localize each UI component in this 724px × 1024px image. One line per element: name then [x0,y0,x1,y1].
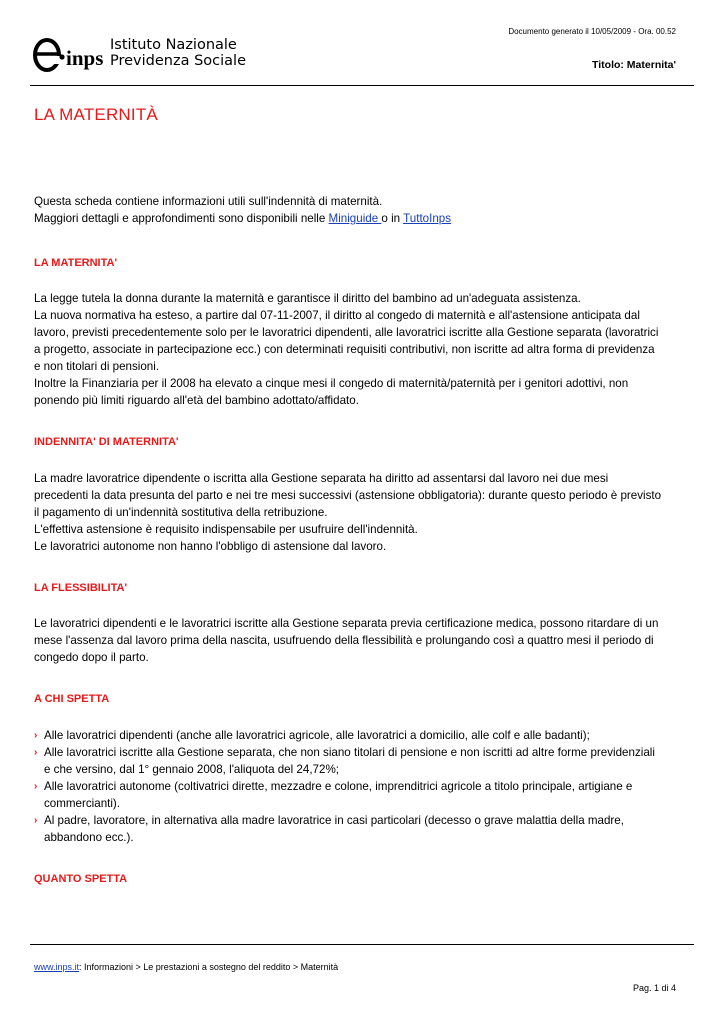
intro-line-1: Questa scheda contiene informazioni utili sull'indennità di maternità. [34,195,383,208]
page-number: Pag. 1 di 4 [632,983,676,993]
list-item: › Al padre, lavoratore, in alternativa alla madre lavoratrice in casi particolari (decesso o grave malattia della madre, abbandono ecc.). [34,814,624,844]
inps-logo [32,32,262,78]
page-title: LA MATERNITÀ [34,105,158,124]
bullet-chevron-icon: › [34,730,38,741]
list-item: › Alle lavoratrici dipendenti (anche alle lavoratrici agricole, alle lavoratrici a domicilio, alle colf e alle badanti); [34,729,590,742]
breadcrumb [34,962,338,972]
generation-timestamp: Documento generato il 10/05/2009 - Ora. 00.52 [508,27,676,36]
tuttoinps-link[interactable]: TuttoInps [403,212,452,225]
section-paragraph: Inoltre la Finanziaria per il 2008 ha elevato a cinque mesi il congedo di maternità/paternità per i genitori adottivi, non ponendo più limiti riguardo all'età del bambino adottato/affidato. [34,377,629,407]
document-body [34,193,664,888]
bullet-chevron-icon: › [34,815,38,826]
logo-line1: Istituto Nazionale [110,37,237,53]
list-item: › Alle lavoratrici autonome (coltivatrici dirette, mezzadre e colone, imprenditrici agricole a titolo principale, artigiane e commercianti). [34,780,633,810]
logo-line2: Previdenza Sociale [110,53,246,69]
list-item: › Alle lavoratrici iscritte alla Gestione separata, che non siano titolari di pensione e non iscritti ad altre forme previdenziali e che versino, dal 1° gennaio 2008, l'aliquota del 24,72%; [34,746,655,776]
section-paragraph: Le lavoratrici dipendenti e le lavoratrici iscritte alla Gestione separata previa certificazione medica, possono ritardare di un mese l'assenza dal lavoro prima della nascita, usufruendo della flessibilità e prolungando così a quattro mesi il periodo di congedo dopo il parto. [34,617,659,664]
section-paragraph: La madre lavoratrice dipendente o iscritta alla Gestione separata ha diritto ad assentarsi dal lavoro nei due mesi precedenti la data presunta del parto e nei tre mesi successivi (astensione obbligatoria): durante questo periodo è previsto il pagamento di un'indennità sostitutiva della retribuzione. [34,472,662,519]
section-paragraph: La nuova normativa ha esteso, a partire dal 07-11-2007, il diritto al congedo di maternità e all'astensione anticipata dal lavoro, previsti precedentemente solo per le lavoratrici dipendenti, alle lavoratrici iscritte alla Gestione separata (lavoratrici a progetto, associate in partecipazione ecc.) con determinati requisiti contributivi, non iscritte ad altra forma di previdenza e non titolari di pensioni. [34,309,659,373]
section-title-maternita: LA MATERNITA' [34,257,118,269]
section-paragraph: L'effettiva astensione è requisito indispensabile per usufruire dell'indennità. [34,523,418,536]
header-divider [30,85,694,86]
breadcrumb-path: : Informazioni > Le prestazioni a sostegno del reddito > Maternità [79,962,339,972]
bullet-chevron-icon: › [34,747,38,758]
intro-line-2 [34,210,664,227]
logo-mark-text: inps [66,46,104,70]
intro-mid: o in [381,212,404,225]
section-paragraph: La legge tutela la donna durante la maternità e garantisce il diritto del bambino ad un'adeguata assistenza. [34,292,581,305]
section-title-flessibilita: LA FLESSIBILITA' [34,582,128,594]
bullet-chevron-icon: › [34,781,38,792]
inps-home-link[interactable]: www.inps.it [34,962,80,972]
section-title-quanto-spetta: QUANTO SPETTA [34,873,128,885]
footer-divider [30,944,694,945]
section-title-indennita: INDENNITA' DI MATERNITA' [34,436,179,448]
eligibility-list [34,727,664,846]
intro-prefix: Maggiori dettagli e approfondimenti sono disponibili nelle [34,212,329,225]
section-title-a-chi-spetta: A CHI SPETTA [34,693,110,705]
section-paragraph: Le lavoratrici autonome non hanno l'obbligo di astensione dal lavoro. [34,540,387,553]
document-title: Titolo: Maternita' [592,59,676,71]
miniguide-link[interactable]: Miniguide [328,212,382,225]
